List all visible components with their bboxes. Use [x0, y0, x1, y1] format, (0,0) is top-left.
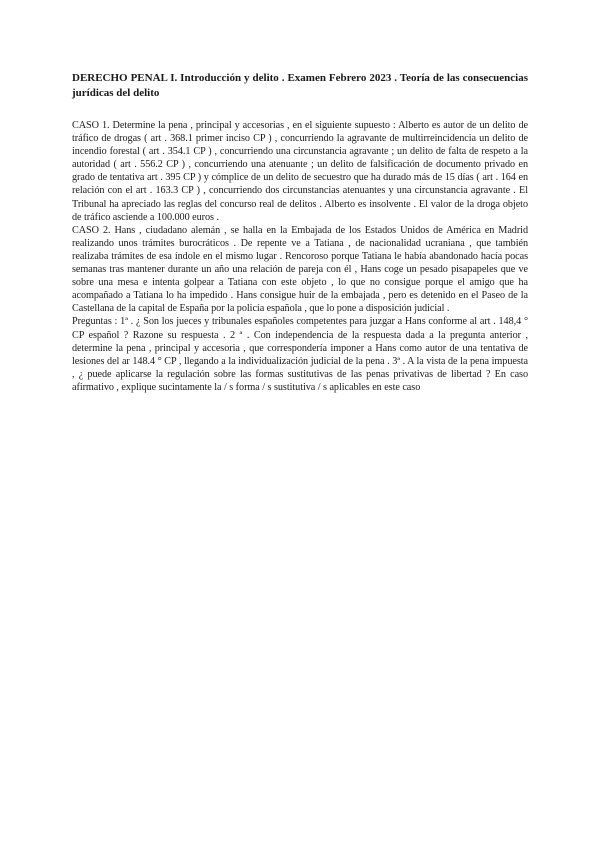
case-2-paragraph: CASO 2. Hans , ciudadano alemán , se halla en la Embajada de los Estados Unidos de América en Madrid realizando unos trámites burocráticos . De repente ve a Tatiana , de nacionalidad ucraniana , que también realizaba trámites de esa índole en el mismo lugar . Rencoroso porque Tatiana le había abandonado hacía pocas semanas tras mantener durante un año una relación de pareja con él , Hans coge un pesado pisapapeles que ve sobre una mesa e intenta golpear a Tatiana con este objeto , lo que no consigue porque el amigo que ha acompañado a Tatiana lo ha impedido . Hans consigue huir de la embajada , pero es detenido en el Paseo de la Castellana de la capital de España por la policía española , que lo pone a disposición judicial .: [72, 224, 528, 315]
document-title: DERECHO PENAL I. Introducción y delito . Examen Febrero 2023 . Teoría de las consecuencias jurídicas del delito: [72, 72, 528, 99]
document-page: [72, 71, 528, 394]
questions-paragraph: Preguntas : 1ª . ¿ Son los jueces y tribunales españoles competentes para juzgar a Hans conforme al art . 148,4 ° CP español ? Razone su respuesta . 2 ª . Con independencia de la respuesta dada a la pregunta anterior , determine la pena , principal y accesoria , que correspondería imponer a Hans como autor de una tentativa de lesiones del ar 148.4 ° CP , llegando a la individualización judicial de la pena . 3ª . A la vista de la pena impuesta , ¿ puede aplicarse la regulación sobre las formas sustitutivas de las penas privativas de libertad ? En caso afirmativo , explique sucintamente la / s forma / s sustitutiva / s aplicables en este caso: [72, 316, 528, 393]
case-1-paragraph: CASO 1. Determine la pena , principal y accesorias , en el siguiente supuesto : Alberto es autor de un delito de tráfico de drogas ( art . 368.1 primer inciso CP ) , concurriendo la agravante de multirreincidencia un delito de incendio forestal ( art . 354.1 CP ) , concurriendo una circunstancia agravante ; un delito de falta de respeto a la autoridad ( art . 556.2 CP ) , concurriendo una atenuante ; un delito de falsificación de documento privado en grado de tentativa art . 395 CP ) y cómplice de un delito de secuestro que ha durado más de 15 días ( art . 164 en relación con el art . 163.3 CP ) , concurriendo dos circunstancias atenuantes y una circunstancia agravante . El Tribunal ha apreciado las reglas del concurso real de delitos . Alberto es insolvente . El valor de la droga objeto de tráfico asciende a 100.000 euros .: [72, 120, 528, 223]
